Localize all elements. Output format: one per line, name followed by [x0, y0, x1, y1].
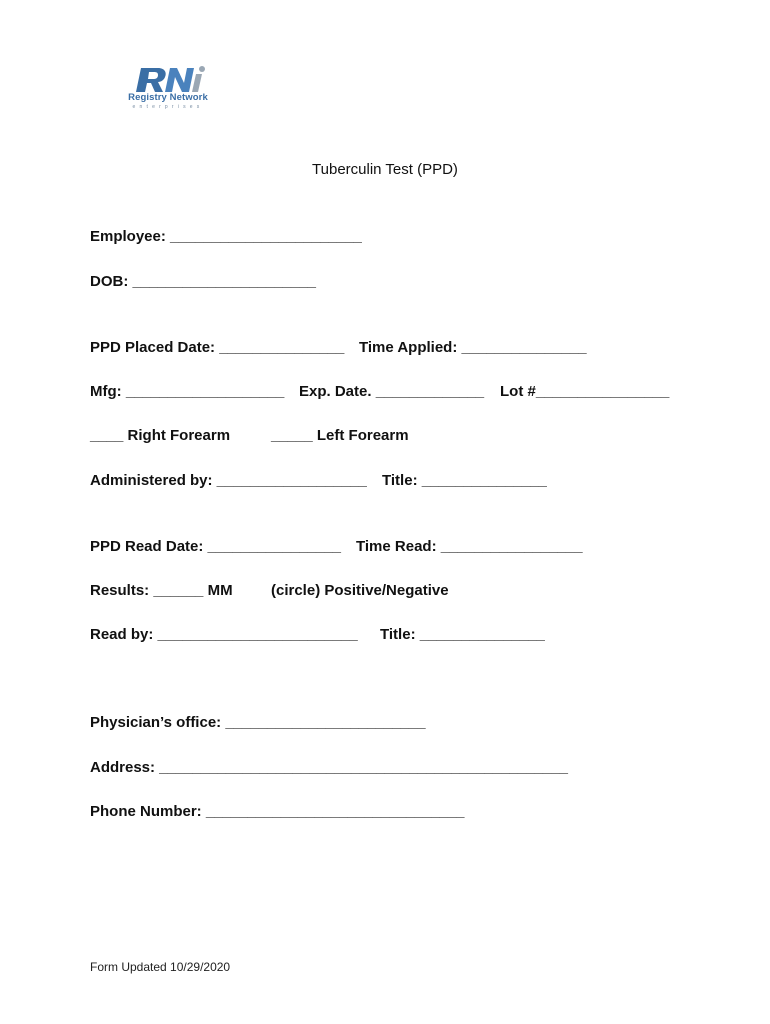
- administered-row: [90, 472, 547, 540]
- positive-negative-field[interactable]: (circle) Positive/Negative: [271, 582, 449, 599]
- mfg-field[interactable]: Mfg: ___________________: [90, 383, 285, 400]
- time-read-field[interactable]: Time Read: _________________: [356, 538, 583, 555]
- employee-field[interactable]: Employee: _______________________: [90, 228, 362, 245]
- physicians-office-row: [90, 714, 426, 765]
- phone-number-field[interactable]: Phone Number: _______________________________: [90, 803, 465, 820]
- read-by-row: [90, 626, 545, 694]
- exp-date-field[interactable]: Exp. Date. _____________: [299, 383, 485, 400]
- physicians-office-field[interactable]: Physician’s office: ________________________: [90, 714, 426, 731]
- employee-row: [90, 228, 362, 279]
- registry-network-logo: [108, 62, 230, 112]
- phone-number-row: [90, 803, 465, 854]
- dob-row: [90, 273, 317, 324]
- logo-tagline: enterprises: [132, 104, 204, 110]
- read-title-field[interactable]: Title: _______________: [380, 626, 545, 643]
- right-forearm-field[interactable]: ____ Right Forearm: [90, 427, 231, 444]
- lot-field[interactable]: Lot #________________: [500, 383, 670, 400]
- administered-by-field[interactable]: Administered by: __________________: [90, 472, 367, 489]
- ppd-read-date-field[interactable]: PPD Read Date: ________________: [90, 538, 342, 555]
- address-field[interactable]: Address: _________________________________________________: [90, 759, 568, 776]
- admin-title-field[interactable]: Title: _______________: [382, 472, 547, 489]
- form-updated-footer: Form Updated 10/29/2020: [90, 960, 231, 974]
- logo-name: Registry Network: [128, 92, 208, 103]
- results-field[interactable]: Results: ______ MM: [90, 582, 233, 599]
- form-title: Tuberculin Test (PPD): [312, 161, 458, 178]
- read-by-field[interactable]: Read by: ________________________: [90, 626, 358, 643]
- left-forearm-field[interactable]: _____ Left Forearm: [271, 427, 409, 444]
- dob-field[interactable]: DOB: ______________________: [90, 273, 317, 290]
- time-applied-field[interactable]: Time Applied: _______________: [359, 339, 587, 356]
- ppd-placed-date-field[interactable]: PPD Placed Date: _______________: [90, 339, 345, 356]
- rn-logo-mark-icon: [132, 64, 210, 94]
